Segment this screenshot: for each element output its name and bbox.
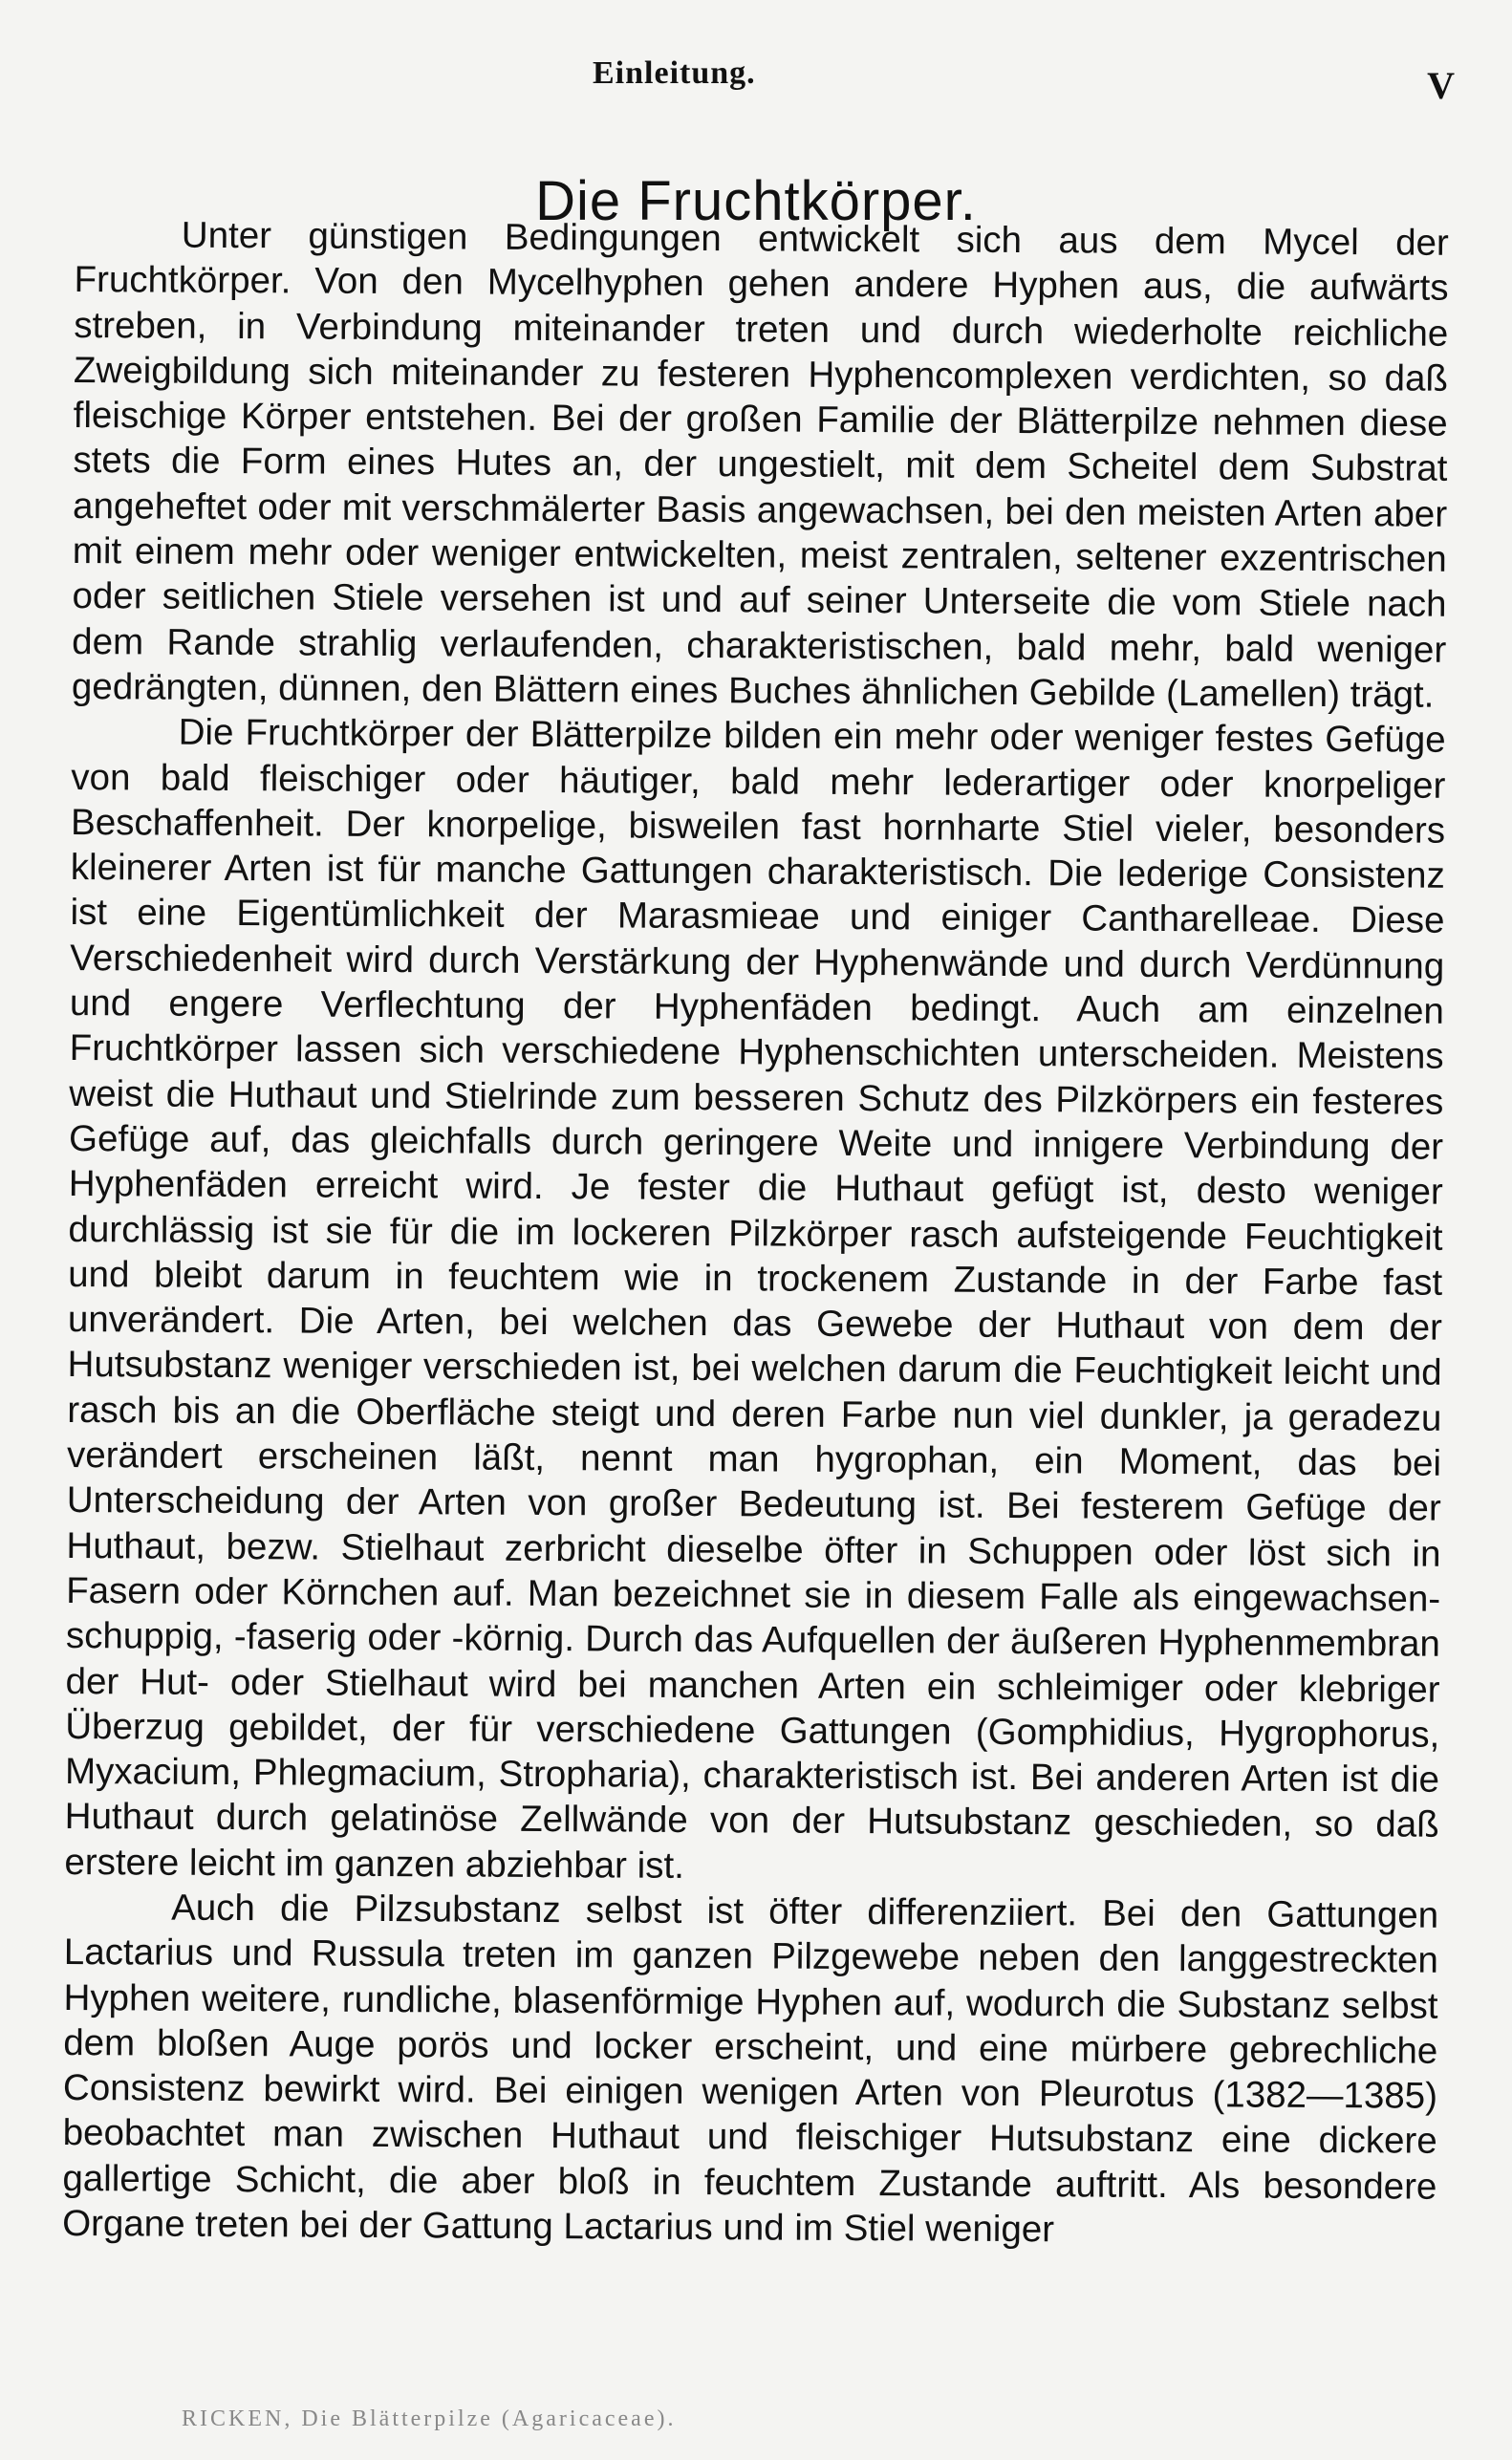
footer-signature: RICKEN, Die Blätterpilze (Agaricaceae).	[182, 2406, 677, 2431]
paragraph: Die Fruchtkörper der Blätterpilze bilden ein mehr oder weniger festes Gefüge von bald fleischiger oder häutiger, bald mehr lederartiger oder knorpeliger Beschaffenheit. Der knorpelige, bisweilen fast hornharte Stiel vieler, besonders kleinerer Arten ist für manche Gattungen charakteristisch. Die lederige Consistenz ist eine Eigentümlichkeit der Marasmieae und einiger Cantharelleae. Diese Verschiedenheit wird durch Verstärkung der Hyphenwände und durch Verdünnung und engere Verflechtung der Hyphenfäden bedingt. Auch am einzelnen Fruchtkörper lassen sich verschiedene Hyphenschichten unterscheiden. Meistens weist die Huthaut und Stielrinde zum besseren Schutz des Pilzkörpers ein festeres Gefüge auf, das gleichfalls durch geringere Weite und innigere Verbindung der Hyphenfäden erreicht wird. Je fester die Huthaut gefügt ist, desto weniger durchlässig ist sie für die im lockeren Pilzkörper rasch aufsteigende Feuchtigkeit und bleibt darum in feuchtem wie in trockenem Zustande in der Farbe fast unverändert. Die Arten, bei welchen das Gewebe der Huthaut von dem der Hutsubstanz weniger verschieden ist, bei welchen darum die Feuchtigkeit leicht und rasch bis an die Oberfläche steigt und deren Farbe nun viel dunkler, ja geradezu verändert erscheinen läßt, nennt man hygrophan, ein Moment, das bei Unterscheidung der Arten von großer Bedeutung ist. Bei festerem Gefüge der Huthaut, bezw. Stielhaut zerbricht dieselbe öfter in Schuppen oder löst sich in Fasern oder Körnchen auf. Man bezeichnet sie in diesem Falle als eingewachsen-schuppig, -faserig oder -körnig. Durch das Aufquellen der äußeren Hyphenmembran der Hut- oder Stielhaut wird bei manchen Arten ein schleimiger oder klebriger Überzug gebildet, der für verschiedene Gattungen (Gomphidius, Hygrophorus, Myxacium, Phlegmacium, Stropharia), charakteristisch ist. Bei anderen Arten ist die Huthaut durch gelatinöse Zellwände von der Hutsubstanz geschieden, so daß erstere leicht im ganzen abziehbar ist.	[64, 711, 1446, 1887]
body-text	[62, 212, 1449, 2255]
page-number: V	[1427, 64, 1455, 107]
running-head-title: Einleitung.	[593, 55, 756, 91]
paragraph: Unter günstigen Bedingungen entwickelt sich aus dem Mycel der Fruchtkörper. Von den Mycelhyphen gehen andere Hyphen aus, die aufwärts streben, in Verbindung miteinander treten und durch wiederholte reichliche Zweigbildung sich miteinander zu festeren Hyphencomplexen verdichten, so daß fleischige Körper entstehen. Bei der großen Familie der Blätterpilze nehmen diese stets die Form eines Hutes an, der ungestielt, mit dem Scheitel dem Substrat angeheftet oder mit verschmälerter Basis angewachsen, bei den meisten Arten aber mit einem mehr oder weniger entwickelten, meist zentralen, seltener exzentrischen oder seitlichen Stiele versehen ist und auf seiner Unterseite die vom Stiele nach dem Rande strahlig verlaufenden, charakteristischen, bald mehr, bald weniger gedrängten, dünnen, den Blättern eines Buches ähnlichen Gebilde (Lamellen) trägt.	[71, 214, 1449, 716]
chapter-title: Die Fruchtkörper.	[535, 169, 977, 232]
paragraph: Auch die Pilzsubstanz selbst ist öfter differenziiert. Bei den Gattungen Lactarius und Russula treten im ganzen Pilzgewebe neben den langgestreckten Hyphen weitere, rundliche, blasenförmige Hyphen auf, wodurch die Substanz selbst dem bloßen Auge porös und locker erscheint, und eine mürbere gebrechliche Consistenz bewirkt wird. Bei einigen wenigen Arten von Pleurotus (1382—1385) beobachtet man zwischen Huthaut und fleischiger Hutsubstanz eine dickere gallertige Schicht, die aber bloß in feuchtem Zustande auftritt. Als besondere Organe treten bei der Gattung Lactarius und im Stiel weniger	[62, 1887, 1439, 2251]
running-head	[0, 55, 1512, 113]
